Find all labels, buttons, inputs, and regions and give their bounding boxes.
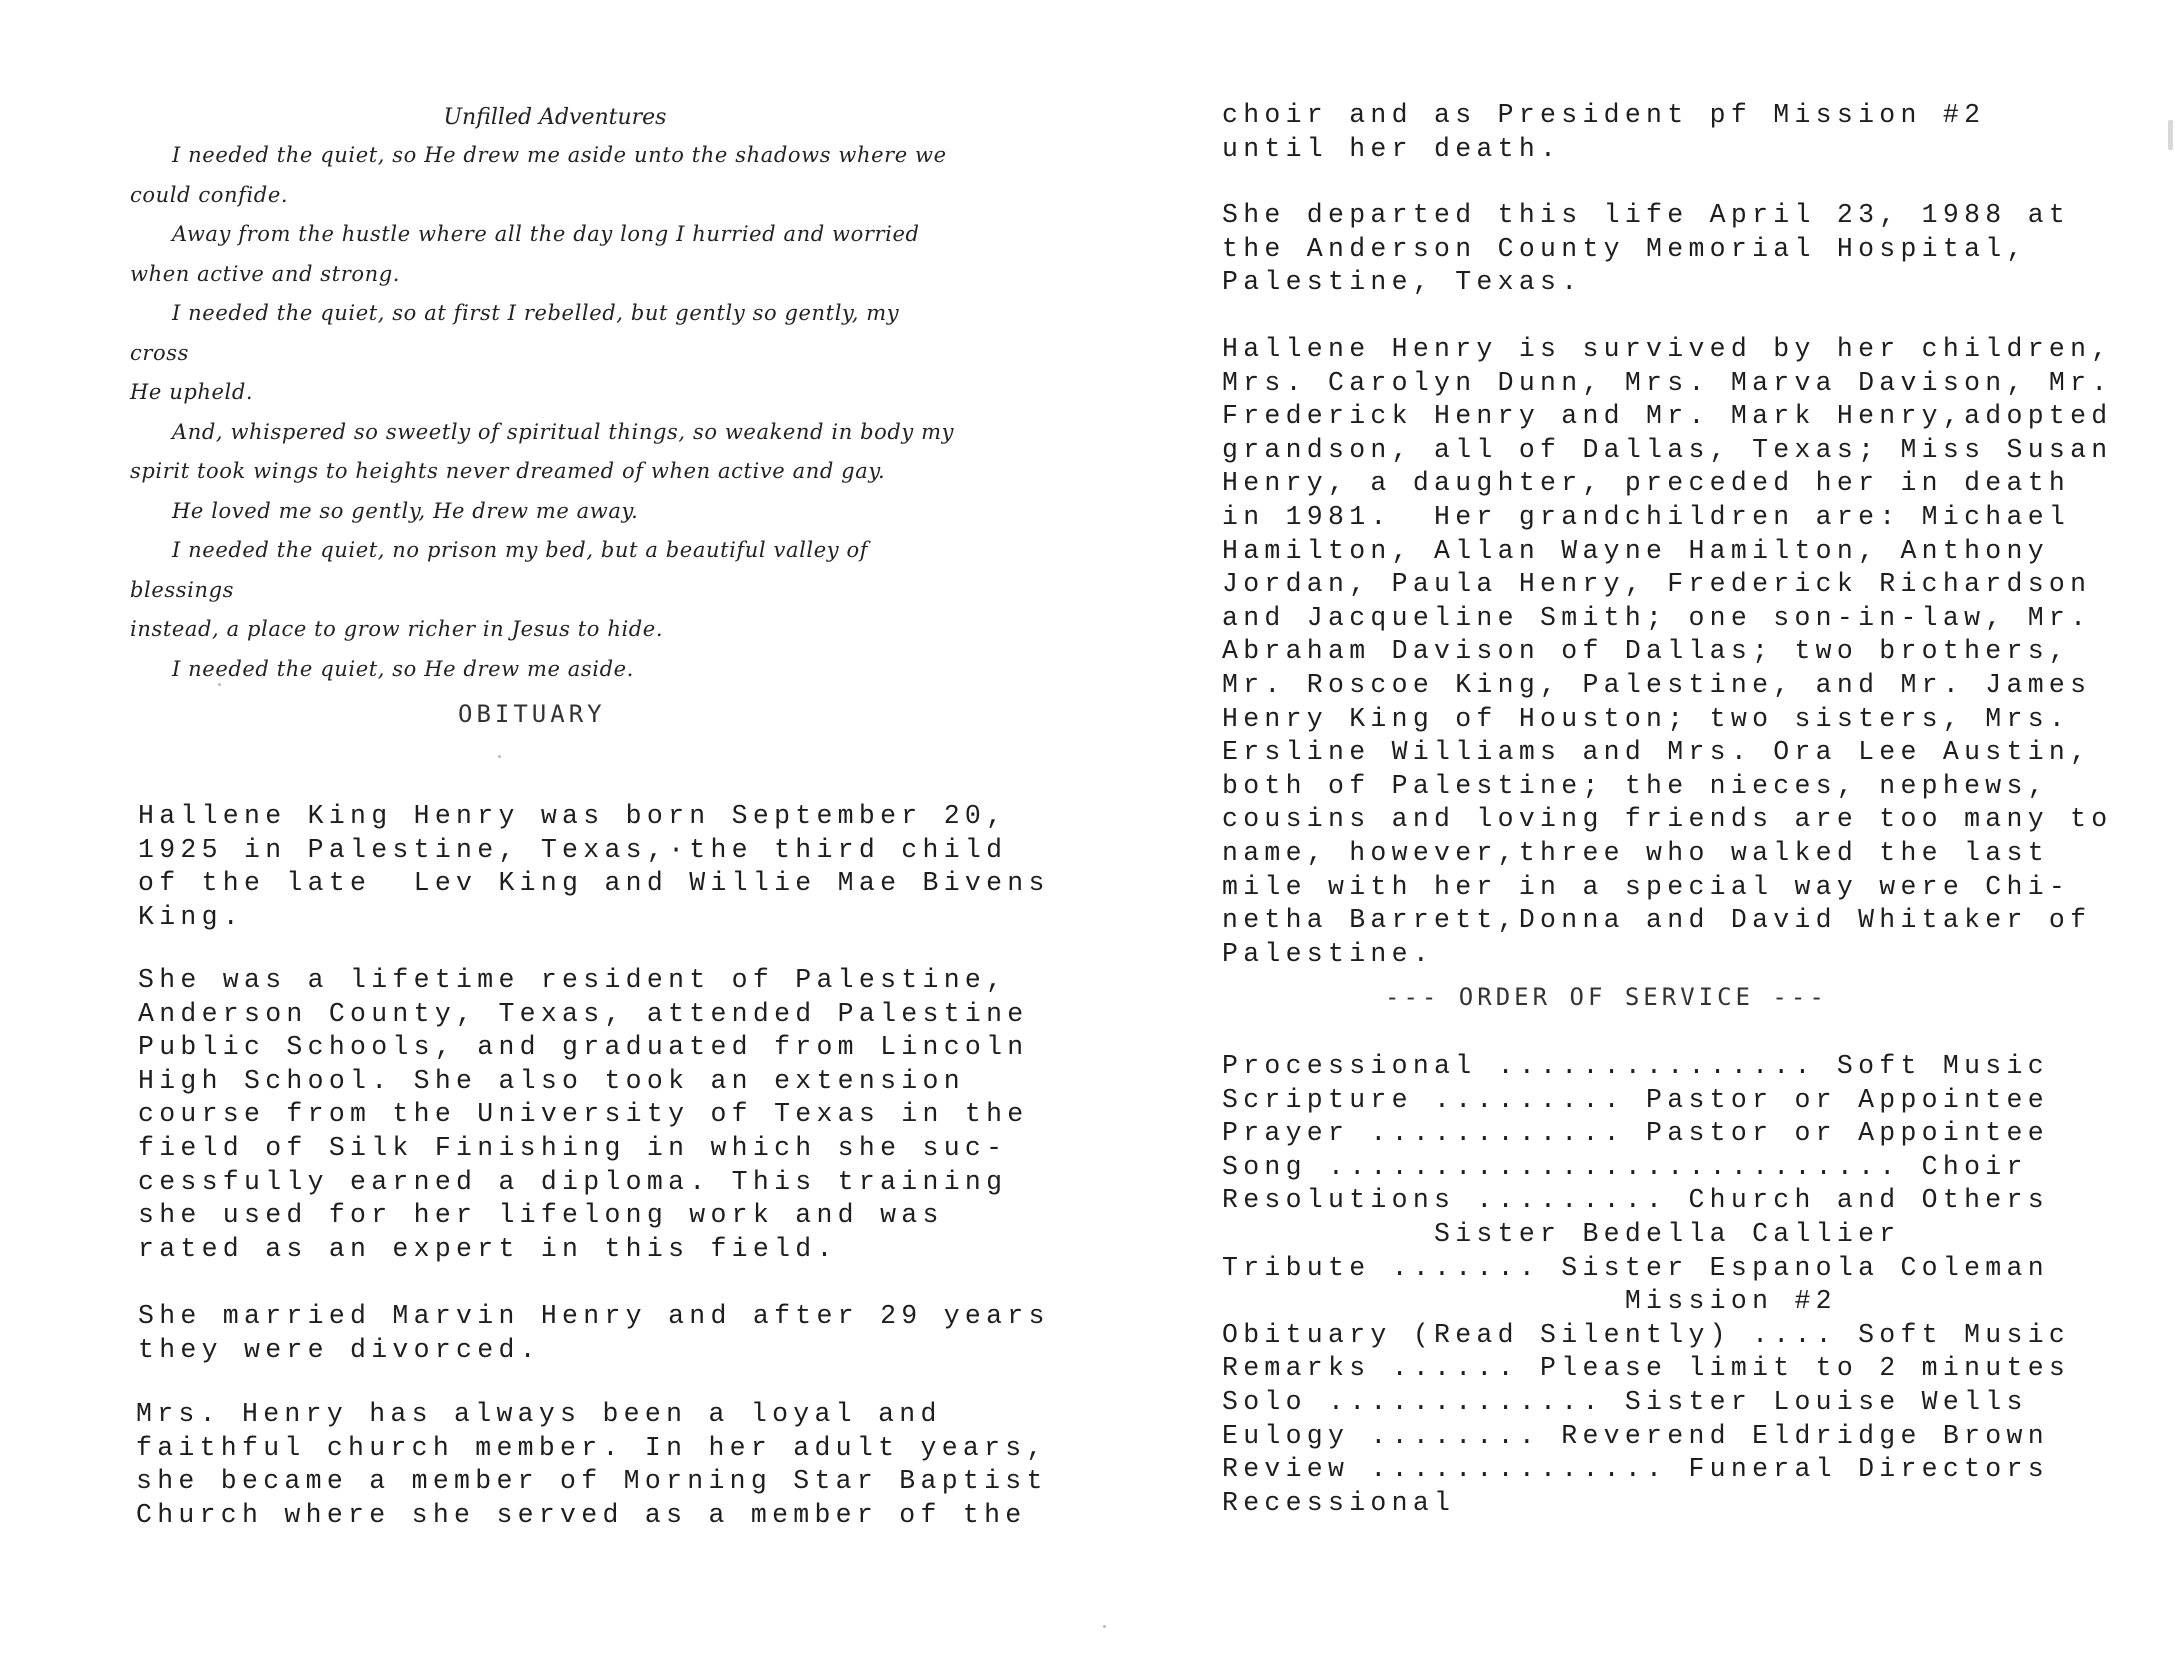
obituary-paragraph-marriage: She married Marvin Henry and after 29 years they were divorced. <box>138 1301 1050 1365</box>
poem-line: Away from the hustle where all the day long I hurried and worried <box>172 222 920 246</box>
poem-line: instead, a place to grow richer in Jesus to hide. <box>130 617 664 641</box>
obituary-paragraph-survivors: Hallene Henry is survived by her children, Mrs. Carolyn Dunn, Mrs. Marva Davison, Mr. Frederick Henry and Mr. Mark Henry,adopted grandson, all of Dallas, Texas; Miss Susan Henry, a daughter, preceded her in death in 1981. Her grandchildren are: Michael Hamilton, Allan Wayne Hamilton, Anthony Jordan, Paula Henry, Frederick Richardson and Jacqueline Smith; one son-in-law, Mr. Abraham Davison of Dallas; two brothers, Mr. Roscoe King, Palestine, and Mr. James Henry King of Houston; two sisters, Mrs. Ersline Williams and Mrs. Ora Lee Austin, both of Palestine; the nieces, nephews, cousins and loving friends are too many to name, however,three who walked the last mile with her in a special way were Chi- netha Barrett,Donna and David Whitaker of Palestine. <box>1222 334 2113 969</box>
obituary-paragraph-church: Mrs. Henry has always been a loyal and faithful church member. In her adult years, she became a member of Morning Star Baptist Church where she served as a member of the <box>136 1399 1048 1530</box>
poem-line: I needed the quiet, so at first I rebelled, but gently so gently, my cross <box>130 301 900 365</box>
scan-speck <box>498 755 501 758</box>
obituary-paragraph-life: She was a lifetime resident of Palestine, Anderson County, Texas, attended Palestine Public Schools, and graduated from Lincoln High School. She also took an extension course from the University of Texas in the field of Silk Finishing in which she suc- cessfully earned a diploma. This training she used for her lifelong work and was rated as an expert in this field. <box>138 965 1029 1264</box>
obituary-paragraph-birth: Hallene King Henry was born September 20, 1925 in Palestine, Texas,·the third child of the late Lev King and Willie Mae Bivens King. <box>138 801 1050 932</box>
poem-title: Unfilled Adventures <box>443 105 667 130</box>
poem-line: He upheld. <box>130 380 254 404</box>
scan-speck <box>1103 1625 1106 1628</box>
scan-speck <box>218 683 221 686</box>
order-of-service-list: Processional ............... Soft Music Scripture ......... Pastor or Appointee Prayer ............ Pastor or Appointee Song ........................... Choir Resolutions ......... Church and Others Sister Bedella Callier Tribute ....... Sister Espanola Coleman Mission #2 Obituary (Read Silently) .... Soft Music Remarks ...... Please limit to 2 minutes Solo ............. Sister Louise Wells Eulogy ........ Reverend Eldridge Brown Review .............. Funeral Directors Recessional <box>1222 1051 2071 1518</box>
obituary-paragraph-church-cont: choir and as President pf Mission #2 until her death. <box>1222 100 1986 164</box>
poem-line: And, whispered so sweetly of spiritual things, so weakend in body my <box>172 419 955 444</box>
poem-line: He loved me so gently, He drew me away. <box>172 498 639 523</box>
poem-line: I needed the quiet, so He drew me aside unto the shadows where we <box>172 143 947 167</box>
poem <box>130 100 960 689</box>
right-page <box>1087 0 2174 1669</box>
poem-line: I needed the quiet, no prison my bed, but a beautiful valley of blessings <box>130 538 869 602</box>
poem-line: I needed the quiet, so He drew me aside. <box>172 656 634 681</box>
scan-edge-mark <box>2168 120 2173 150</box>
obituary-heading: OBITUARY <box>458 700 606 728</box>
poem-line: when active and strong. <box>130 261 401 286</box>
poem-line: could confide. <box>130 182 289 207</box>
left-page <box>0 0 1087 1669</box>
obituary-paragraph-death: She departed this life April 23, 1988 at the Anderson County Memorial Hospital, Palestine, Texas. <box>1222 200 2071 298</box>
poem-line: spirit took wings to heights never dreamed of when active and gay. <box>130 459 886 483</box>
order-of-service-heading: --- ORDER OF SERVICE --- <box>1385 983 1828 1011</box>
